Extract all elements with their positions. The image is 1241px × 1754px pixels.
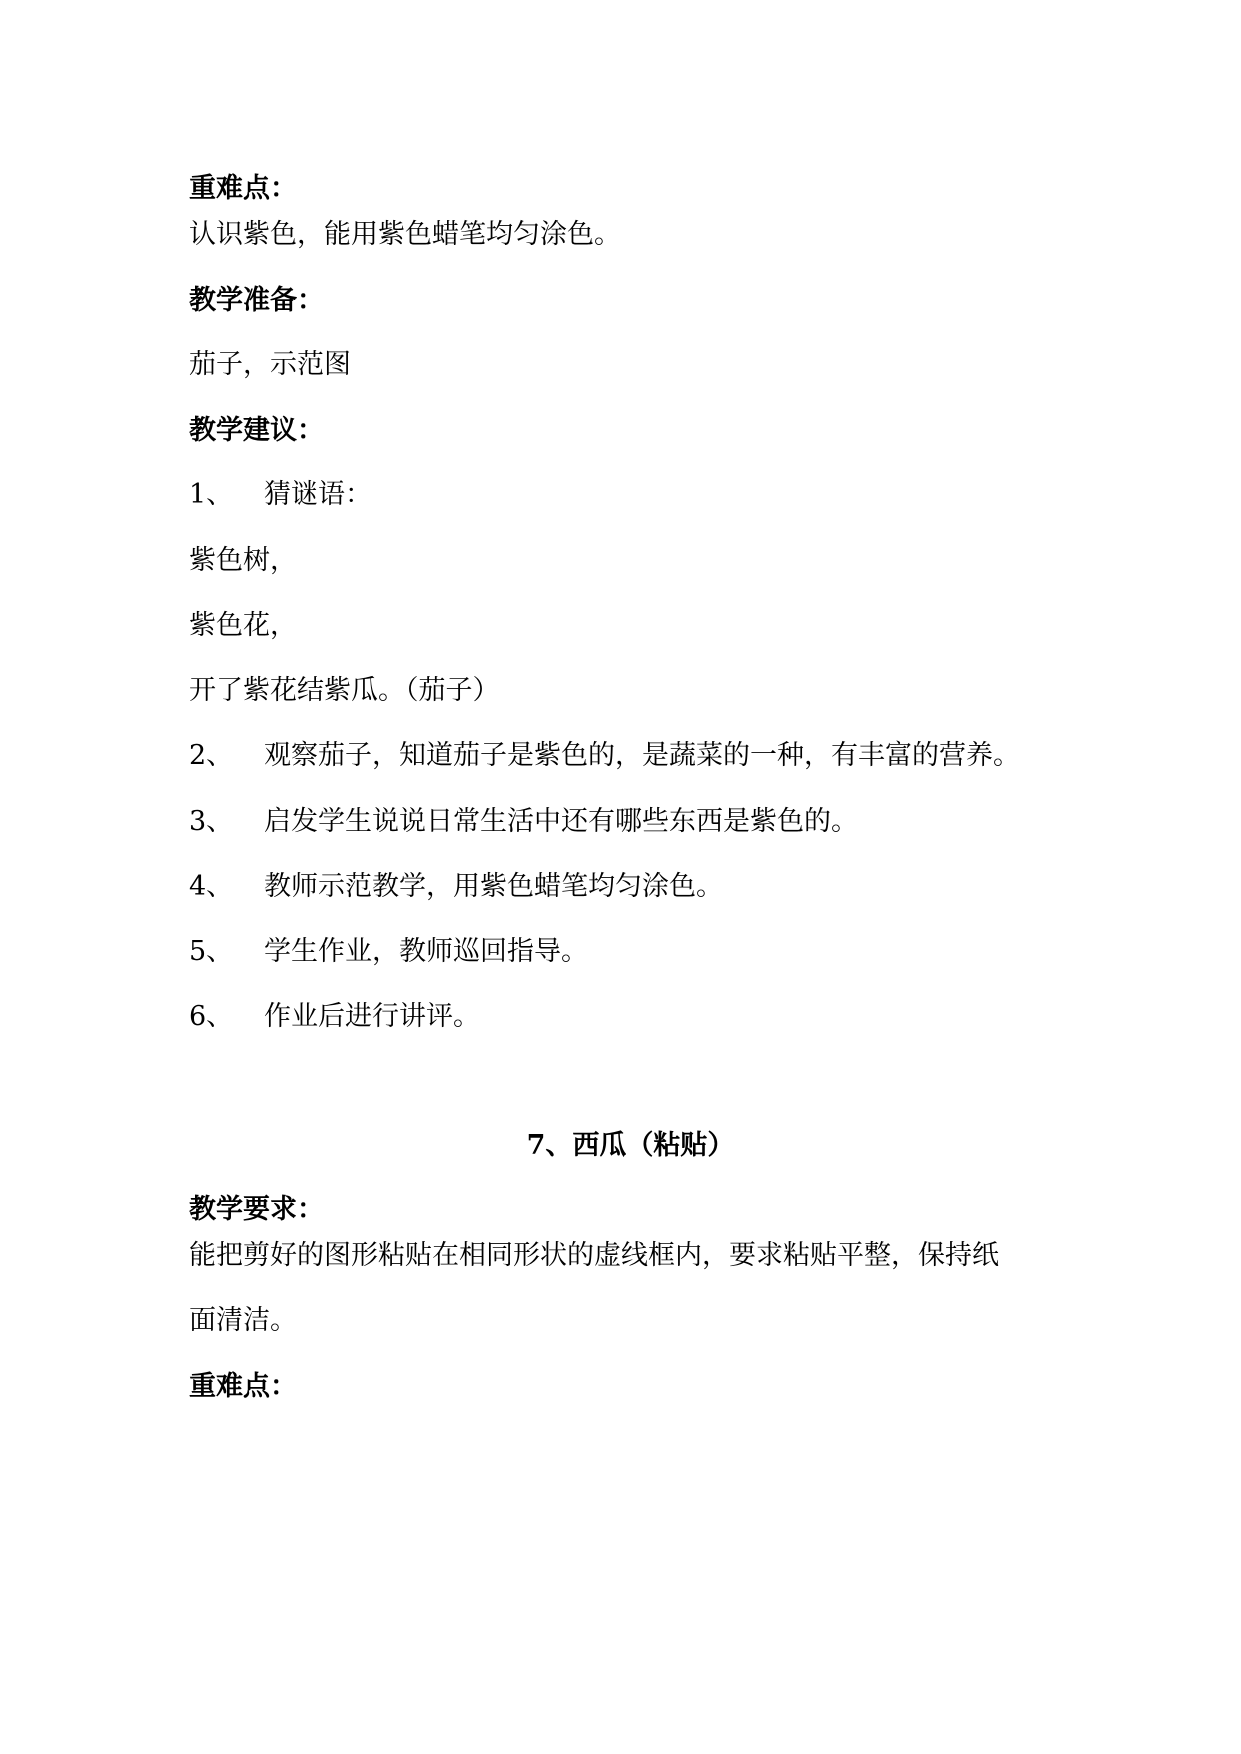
difficulty-heading: 重难点： bbox=[189, 173, 297, 204]
step-item bbox=[189, 477, 372, 513]
step-text: 猜谜语： bbox=[264, 479, 372, 510]
step-number: 1、 bbox=[189, 479, 234, 510]
section-title bbox=[0, 1128, 1241, 1164]
requirements-text-line: 能把剪好的图形粘贴在相同形状的虚线框内，要求粘贴平整，保持纸 bbox=[189, 1240, 999, 1271]
step-number: 4、 bbox=[189, 871, 234, 902]
step-text: 教师示范教学，用紫色蜡笔均匀涂色。 bbox=[264, 871, 723, 902]
step-item bbox=[189, 738, 1020, 774]
requirements-text-line: 面清洁。 bbox=[189, 1305, 297, 1336]
step-text: 学生作业，教师巡回指导。 bbox=[264, 936, 588, 967]
step-number: 5、 bbox=[189, 936, 234, 967]
preparation-heading: 教学准备： bbox=[189, 285, 324, 316]
step-item bbox=[189, 934, 588, 970]
step-number: 6、 bbox=[189, 1001, 234, 1032]
step-text: 作业后进行讲评。 bbox=[264, 1001, 480, 1032]
step-item bbox=[189, 869, 723, 905]
difficulty-text: 认识紫色，能用紫色蜡笔均匀涂色。 bbox=[189, 219, 621, 250]
riddle-line: 紫色花， bbox=[189, 610, 297, 641]
requirements-heading: 教学要求： bbox=[189, 1194, 324, 1225]
step-text: 启发学生说说日常生活中还有哪些东西是紫色的。 bbox=[264, 806, 858, 837]
step-number: 3、 bbox=[189, 806, 234, 837]
step-item bbox=[189, 804, 858, 840]
step-item bbox=[189, 999, 480, 1035]
suggestions-heading: 教学建议： bbox=[189, 415, 324, 446]
riddle-line: 开了紫花结紫瓜。（茄子） bbox=[189, 675, 500, 706]
riddle-line: 紫色树， bbox=[189, 545, 297, 576]
preparation-text: 茄子，示范图 bbox=[189, 349, 351, 380]
difficulty-heading-2: 重难点： bbox=[189, 1371, 297, 1402]
step-number: 2、 bbox=[189, 740, 234, 771]
step-text: 观察茄子，知道茄子是紫色的，是蔬菜的一种，有丰富的营养。 bbox=[264, 740, 1020, 771]
section-title-text: 7、西瓜（粘贴） bbox=[526, 1130, 735, 1161]
